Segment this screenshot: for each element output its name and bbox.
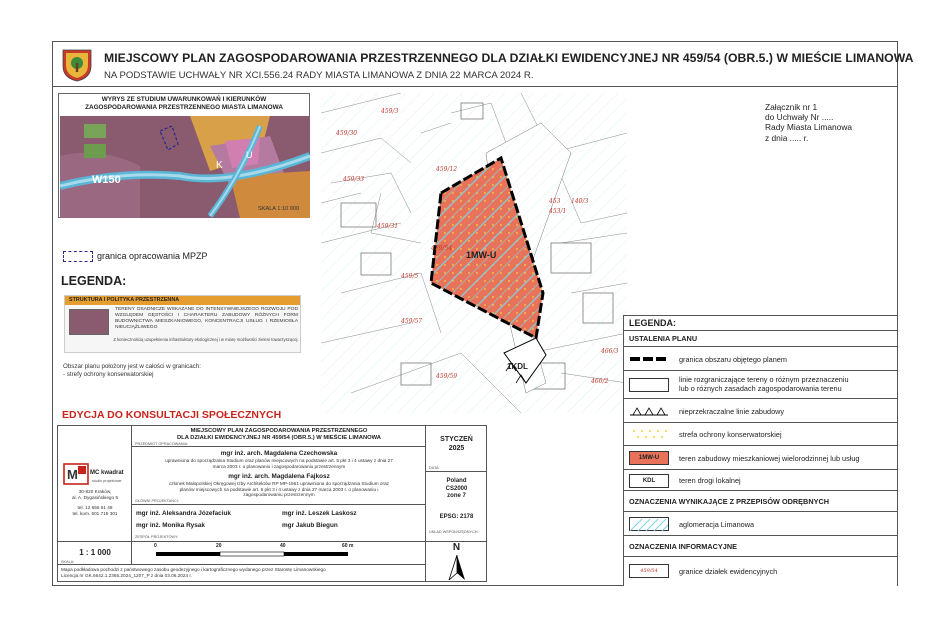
policy-note: Z koniecznością uzupełnienia infrastruktury ekologicznej i w miarę możliwości zieleni towarzyszącej. (113, 337, 299, 342)
agglomeration-swatch (629, 517, 669, 531)
conservation-swatch (629, 427, 669, 441)
zone-u-label: U (246, 150, 253, 160)
crs-cell: Poland CS2000 zone 7 EPSG: 2178 UKŁAD WSPÓŁRZĘDNYCH: (426, 472, 487, 542)
plan-sheet (52, 41, 914, 586)
legend-section-plan: USTALENIA PLANU (624, 331, 898, 347)
left-column (53, 87, 321, 378)
legend-section-info: OZNACZENIA INFORMACYJNE (624, 536, 898, 557)
legend-title: LEGENDA: (624, 316, 898, 331)
edition-label: EDYCJA DO KONSULTACJI SPOŁECZNYCH (62, 409, 282, 421)
legend-item-parcel-boundaries: 459/54 granice działek ewidencyjnych (624, 557, 898, 586)
mpzp-boundary-legend (63, 248, 243, 262)
parcel-label: 459/5 (401, 273, 419, 280)
zone-k-label: K (216, 160, 223, 171)
annex-note: Załącznik nr 1 do Uchwały Nr ..... Rady Miasta Limanowa z dnia ..... r. (765, 102, 853, 143)
policy-swatch (69, 309, 109, 335)
plan-subtitle: NA PODSTAWIE UCHWAŁY NR XCI.556.24 RADY MIASTA LIMANOWA Z DNIA 22 MARCA 2024 R. (104, 70, 534, 81)
parcel-label: 453/1 (549, 208, 567, 215)
legend-item-dividing-lines: linie rozgraniczające tereny o różnym przeznaczeniu lub o różnych zasadach zagospodarowania terenu (624, 371, 898, 399)
zone-note: Obszar planu położony jest w całości w granicach: - strefy ochrony konserwatorskiej (63, 363, 201, 378)
header (53, 42, 914, 87)
north-cell: N (426, 542, 487, 582)
legend-item-local-road: KDL teren drogi lokalnej (624, 470, 898, 491)
extract-scale: SKALA 1:10 000 (258, 206, 300, 212)
parcel-swatch: 459/54 (629, 564, 669, 578)
parcel-label: 140/3 (571, 198, 589, 205)
parcel-label: 466/3 (601, 348, 619, 355)
road-swatch: KDL (629, 474, 669, 488)
svg-text:M: M (67, 467, 78, 482)
legend-item-plan-boundary: granica obszaru objętego planem (624, 347, 898, 371)
title-block (57, 425, 487, 582)
building-line-swatch (629, 404, 669, 418)
limanowa-crest-icon (61, 48, 93, 82)
scalebar-cell: 0 20 40 60 m (132, 542, 426, 565)
boundary-swatch (629, 352, 669, 366)
left-legend-title: LEGENDA: (61, 274, 127, 288)
scalebar (132, 542, 426, 565)
legend-item-building-lines: nieprzekraczalne linie zabudowy (624, 399, 898, 423)
parcel-label: 453 (549, 198, 561, 205)
parcel-label: 459/31 (377, 223, 399, 230)
dashed-boundary-icon (63, 251, 93, 262)
source-cell: Mapa podkładowa pochodzi z państwowego zasobu geodezyjnego i kartograficznego wydanego przez Starostę Limanowskiego Licencja nr GK.6642.1.2365.2024_1207_P z dnia 03.06.2024 r. (58, 565, 426, 582)
study-extract (58, 93, 310, 218)
policy-header: STRUKTURA I POLITYKA PRZESTRZENNA (65, 296, 300, 305)
dividing-line-swatch (629, 378, 669, 392)
road-label: W150 (92, 174, 121, 186)
study-extract-title: WYRYS ZE STUDIUM UWARUNKOWAŃ I KIERUNKÓW ZAGOSPODAROWANIA PRZESTRZENNEGO MIASTA LIMANOWA (85, 96, 283, 111)
plan-title: MIEJSCOWY PLAN ZAGOSPODAROWANIA PRZESTRZENNEGO DLA DZIAŁKI EWIDENCYJNEJ NR 459/54 (OBR.5.) W MIEŚCIE LIMANOWA (104, 51, 914, 65)
designers-cell: mgr inż. arch. Magdalena Czechowska uprawniona do sporządzania Studium oraz planów miejscowych na podstawie art. 5 pkt 3 i 4 ustawy z dnia 27 marca 2003 r. o planowaniu i zagospodarowaniu przestrzennym mgr inż. arch. Magdalena Fajkosz członek Małopolskiej Okręgowej Izby Architektów RP MP-1561 uprawniona do sporządzania Studium oraz planów miejscowych na podstawie art. 5 pkt 3 i 4 ustawy z dnia 27 marca 2003 r. o planowaniu i zagospodarowaniu przestrzennym GŁÓWNI PROJEKTANCI: (132, 447, 426, 505)
mpzp-boundary-label: granica opracowania MPZP (97, 251, 208, 261)
plan-legend (623, 315, 897, 586)
parcel-label: 459/33 (343, 176, 365, 183)
legend-item-residential-zone: 1MW-U teren zabudowy mieszkaniowej wielorodzinnej lub usług (624, 446, 898, 470)
parcel-label: 466/2 (591, 378, 609, 385)
main-plan-map[interactable] (321, 93, 627, 413)
north-arrow-icon (448, 555, 466, 580)
parcel-label: 459/57 (401, 318, 423, 325)
policy-text: TERENY OSADNICZE WSKAZANE DO INTENSYWNIEJSZEGO ROZWOJU POD WZGLĘDEM GĘSTOŚCI I CHARAKTERU ZABUDOWY RÓŻNYCH FORM BUDOWNICTWA MIESZKANIOWEGO, KONCENTRACJI USŁUG I RZEMIOSŁA NIEUCIĄŻLIWEGO (115, 307, 298, 330)
parcel-label: 459/3 (381, 108, 399, 115)
spatial-policy-legend (64, 295, 301, 353)
zone-kdl-label: 1KDL (507, 362, 528, 371)
parcel-label: 459/12 (436, 166, 458, 173)
residential-swatch: 1MW-U (629, 451, 669, 465)
team-cell: mgr inż. Aleksandra Józefaciuk mgr inż. Monika Rysak mgr inż. Leszek Laskosz mgr Jakub Biegun ZESPÓŁ PROJEKTOWY: (132, 505, 426, 542)
scale-cell: 1 : 1 000 SKALA: (58, 542, 132, 565)
mc-kwadrat-logo-icon (63, 463, 89, 485)
legend-item-conservation-zone: strefa ochrony konserwatorskiej (624, 423, 898, 446)
zone-mw-label: 1MW-U (466, 250, 497, 260)
subject-cell: MIEJSCOWY PLAN ZAGOSPODAROWANIA PRZESTRZENNEGO DLA DZIAŁKI EWIDENCYJNEJ NR 459/54 (OBR.5.) W MIEŚCIE LIMANOWA PRZEDMIOT OPRACOWANIA: (132, 426, 426, 447)
parcel-label: 459/54 (431, 245, 453, 252)
company-cell: M MC kwadrat studio projektowe 30-820 Kraków, al. A. Dygasińskiego 5 tel. 12 656 61 48 tel. kom. 501 715 301 (58, 426, 132, 542)
legend-item-agglomeration: aglomeracja Limanowa (624, 512, 898, 536)
parcel-label: 459/59 (436, 373, 458, 380)
date-cell: STYCZEŃ 2025 DATA: (426, 426, 487, 472)
study-extract-map[interactable] (60, 116, 310, 218)
legend-section-regulations: OZNACZENIA WYNIKAJĄCE Z PRZEPISÓW ODRĘBNYCH (624, 491, 898, 512)
parcel-label: 459/30 (336, 130, 358, 137)
